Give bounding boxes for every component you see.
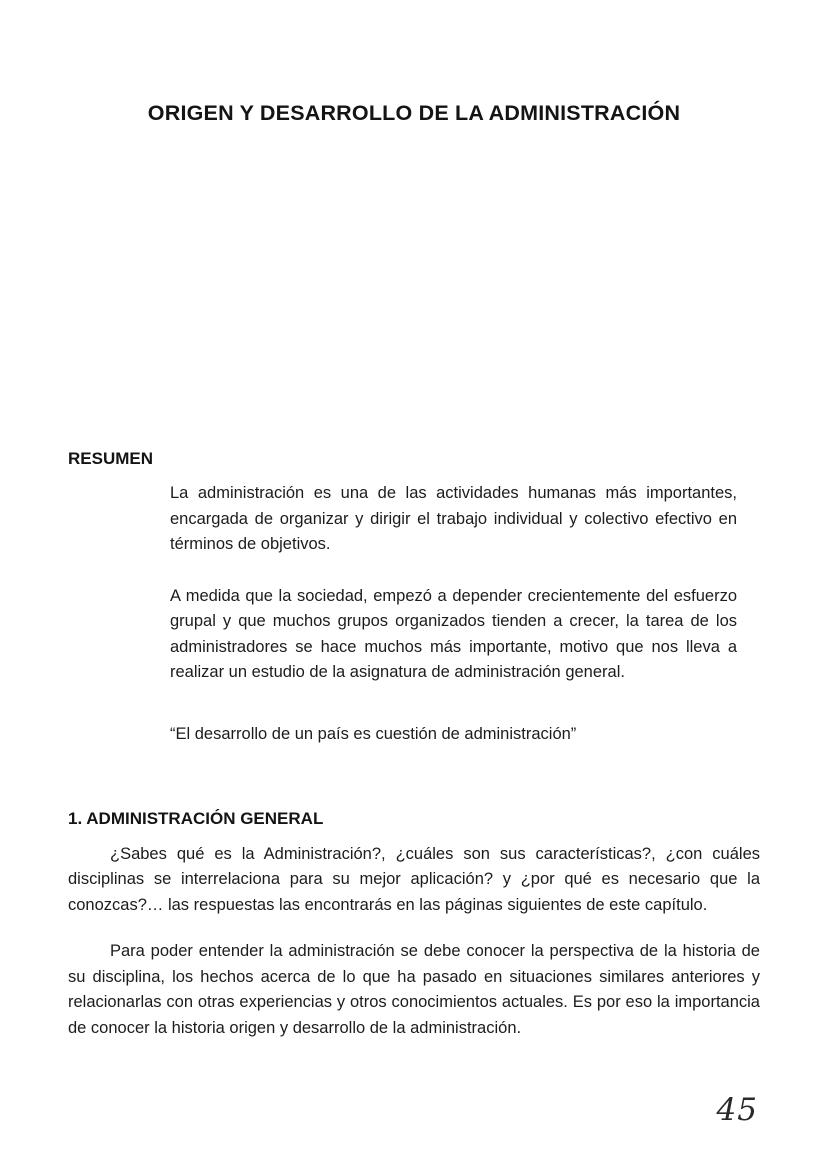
section-1-paragraph: Para poder entender la administración se debe conocer la perspectiva de la historia de su disciplina, los hechos acerca de lo que ha pasado en situaciones similares anteriores y relacionarlas con otras experiencias y otros conocimientos actuales. Es por eso la importancia de conocer la historia origen y desarrollo de la administración. <box>68 942 760 1037</box>
resumen-heading: RESUMEN <box>68 449 154 468</box>
resumen-body <box>170 481 737 773</box>
page-title: ORIGEN Y DESARROLLO DE LA ADMINISTRACIÓN <box>147 101 681 125</box>
page-number: 45 <box>716 1092 758 1128</box>
resumen-paragraph: La administración es una de las actividades humanas más importantes, encargada de organizar y dirigir el trabajo individual y colectivo efectivo en términos de objetivos. <box>170 484 737 553</box>
section-1-heading: 1. ADMINISTRACIÓN GENERAL <box>68 809 324 828</box>
resumen-paragraph: A medida que la sociedad, empezó a depender crecientemente del esfuerzo grupal y que muchos grupos organizados tienden a crecer, la tarea de los administradores se hace muchos más importante, motivo que nos lleva a realizar un estudio de la asignatura de administración general. <box>170 586 737 681</box>
section-administracion-general <box>68 806 760 1062</box>
section-1-paragraph: ¿Sabes qué es la Administración?, ¿cuáles son sus características?, ¿con cuáles disciplinas se interrelaciona para su mejor aplicación? y ¿por qué es necesario que la conozcas?… las respuestas las encontrarás en las páginas siguientes de este capítulo. <box>68 844 760 914</box>
resumen-quote: “El desarrollo de un país es cuestión de administración” <box>170 724 577 743</box>
